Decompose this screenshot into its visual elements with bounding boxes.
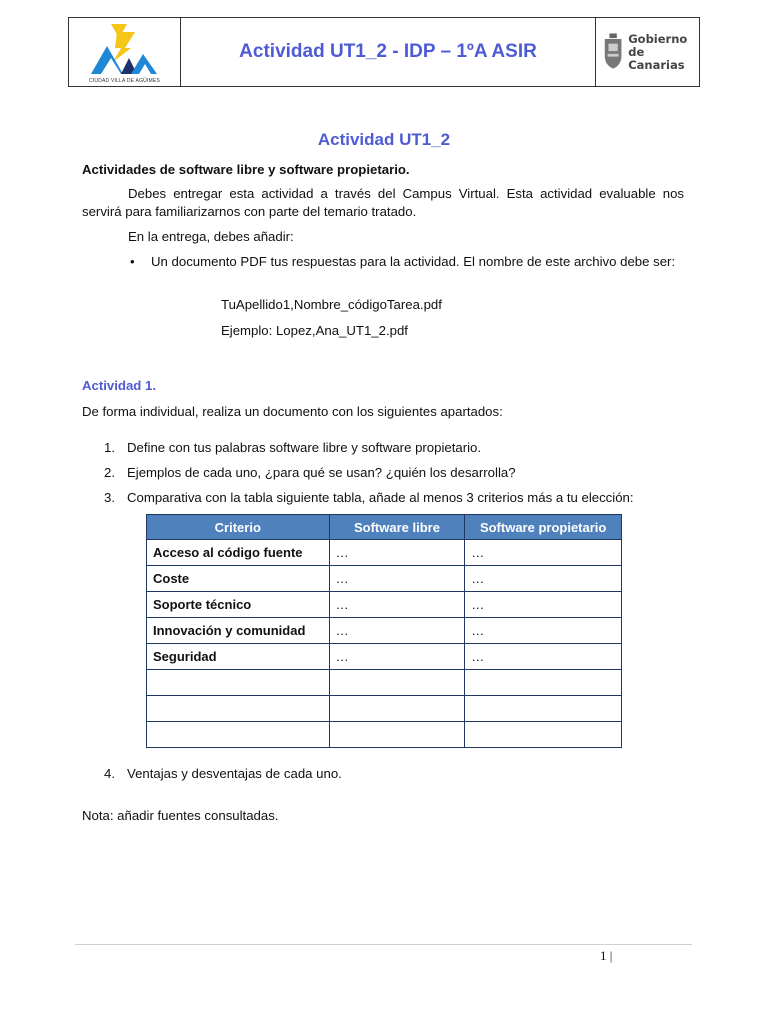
bullet-item: Un documento PDF tus respuestas para la actividad. El nombre de este archivo debe ser: xyxy=(151,254,676,269)
table-header-row xyxy=(147,515,622,540)
school-logo-caption: CIUDAD VILLA DE AGÜIMES xyxy=(88,78,160,84)
table-cell xyxy=(465,722,622,748)
list-item-number: 4. xyxy=(104,766,115,781)
activity-intro: De forma individual, realiza un documento con los siguientes apartados: xyxy=(82,404,503,419)
table-cell xyxy=(147,722,330,748)
coat-of-arms-icon xyxy=(602,32,624,72)
table-row xyxy=(147,696,622,722)
comparison-table xyxy=(146,514,622,748)
list-item-number: 3. xyxy=(104,490,115,505)
table-row xyxy=(147,644,622,670)
table-row xyxy=(147,540,622,566)
gov-logo-line1: Gobierno xyxy=(628,31,688,46)
table-cell: … xyxy=(465,644,622,670)
table-cell: … xyxy=(329,592,465,618)
list-item-number: 1. xyxy=(104,440,115,455)
table-cell xyxy=(147,696,330,722)
intro-paragraph: Debes entregar esta actividad a través del Campus Virtual. Esta actividad evaluable nos servirá para familiarizarnos con parte del temario tratado. xyxy=(82,186,684,219)
gov-logo-text xyxy=(628,33,699,72)
header-title: Actividad UT1_2 - IDP – 1ºA ASIR xyxy=(239,41,537,62)
table-row xyxy=(147,722,622,748)
table-row xyxy=(147,592,622,618)
table-cell xyxy=(329,696,465,722)
list-item: Define con tus palabras software libre y software propietario. xyxy=(127,440,482,455)
table-cell: Soporte técnico xyxy=(147,592,330,618)
table-cell: Coste xyxy=(147,566,330,592)
filename-format: TuApellido1,Nombre_códigoTarea.pdf xyxy=(221,297,442,312)
table-cell: Acceso al código fuente xyxy=(147,540,330,566)
table-row xyxy=(147,566,622,592)
table-cell: … xyxy=(465,540,622,566)
table-row xyxy=(147,618,622,644)
gov-logo-line2: de Canarias xyxy=(628,44,685,72)
column-header-software-propietario: Software propietario xyxy=(465,515,622,540)
table-cell: … xyxy=(329,540,465,566)
list-item: Comparativa con la tabla siguiente tabla, añade al menos 3 criterios más a tu elección: xyxy=(127,490,634,505)
page-number: 1 | xyxy=(600,948,613,963)
table-cell: … xyxy=(329,644,465,670)
column-header-criterio: Criterio xyxy=(147,515,330,540)
table-cell: … xyxy=(465,618,622,644)
filename-example: Ejemplo: Lopez,Ana_UT1_2.pdf xyxy=(221,323,408,338)
table-cell xyxy=(329,670,465,696)
list-item: Ventajas y desventajas de cada uno. xyxy=(127,766,342,781)
table-cell xyxy=(465,696,622,722)
table-cell xyxy=(465,670,622,696)
footer-divider xyxy=(75,944,692,945)
table-cell xyxy=(147,670,330,696)
document-title: Actividad UT1_2 xyxy=(317,130,451,149)
school-logo-icon xyxy=(69,18,180,86)
note: Nota: añadir fuentes consultadas. xyxy=(82,808,279,823)
gov-logo xyxy=(595,18,699,86)
table-cell: … xyxy=(465,592,622,618)
table-cell: … xyxy=(329,566,465,592)
subtitle: Actividades de software libre y software propietario. xyxy=(82,162,410,177)
page-header xyxy=(68,17,700,87)
table-cell: … xyxy=(465,566,622,592)
table-cell xyxy=(329,722,465,748)
bullet-icon: • xyxy=(130,254,135,269)
table-cell: … xyxy=(329,618,465,644)
table-cell: Innovación y comunidad xyxy=(147,618,330,644)
list-item-number: 2. xyxy=(104,465,115,480)
school-logo xyxy=(69,18,181,86)
column-header-software-libre: Software libre xyxy=(329,515,465,540)
table-cell: Seguridad xyxy=(147,644,330,670)
delivery-paragraph: En la entrega, debes añadir: xyxy=(128,229,294,244)
activity-heading: Actividad 1. xyxy=(82,378,157,393)
list-item: Ejemplos de cada uno, ¿para qué se usan? ¿quién los desarrolla? xyxy=(127,465,516,480)
table-row xyxy=(147,670,622,696)
